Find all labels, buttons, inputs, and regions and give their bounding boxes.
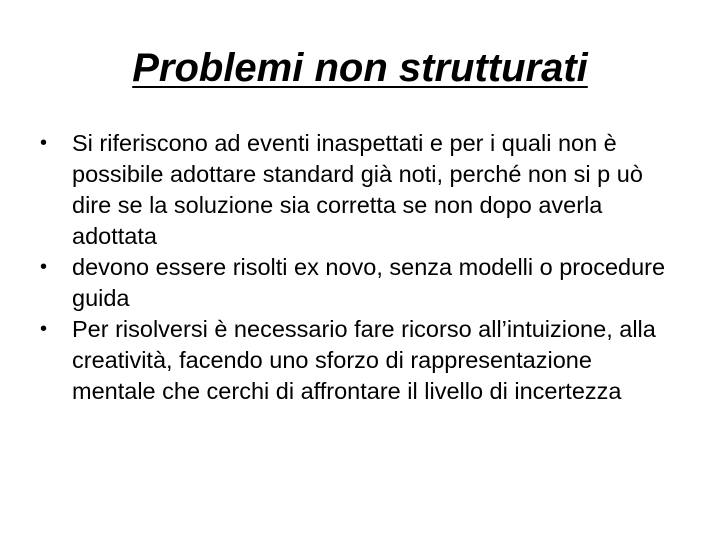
bullet-text: devono essere risolti ex novo, senza modelli o procedure guida — [72, 254, 666, 311]
bullet-list — [40, 128, 680, 407]
bullet-item — [40, 314, 680, 407]
bullet-dot-icon: • — [40, 256, 48, 278]
bullet-text: Per risolversi è necessario fare ricorso all’intuizione, alla creatività, facendo uno sforzo di rappresentazione mentale che cerchi di affrontare il livello di incertezza — [72, 316, 656, 404]
slide-title: Problemi non strutturati — [132, 46, 588, 90]
bullet-text: Si riferiscono ad eventi inaspettati e per i quali non è possibile adottare standard già noti, perché non si p uò dire se la soluzione sia corretta se non dopo averla adottata — [72, 130, 643, 249]
bullet-item — [40, 252, 680, 314]
bullet-item — [40, 128, 680, 252]
bullet-dot-icon: • — [40, 318, 48, 340]
bullet-dot-icon: • — [40, 132, 48, 154]
